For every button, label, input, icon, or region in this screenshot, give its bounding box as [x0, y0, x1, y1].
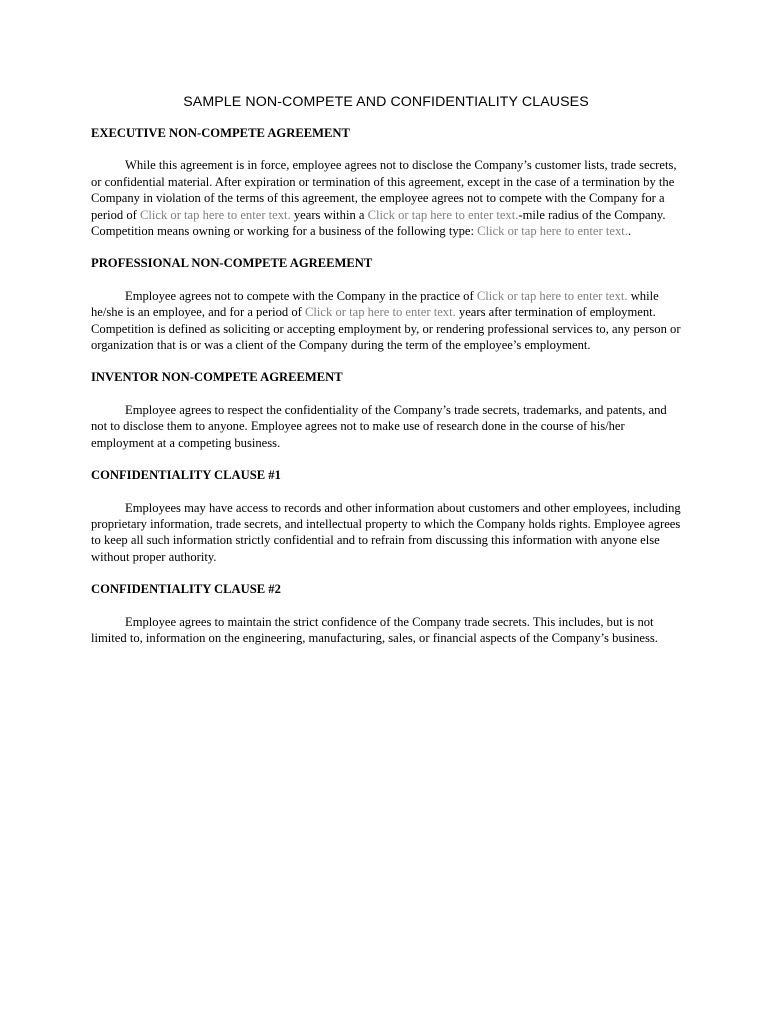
- section-heading-professional: PROFESSIONAL NON-COMPETE AGREEMENT: [91, 256, 373, 271]
- section-body-confidentiality-1: Employees may have access to records and other information about customers and other employees, including proprietary information, trade secrets, and intellectual property to which the Company holds rights. Employee agrees to keep all such information strictly confidential and to refrain from discussing this information with anyone else without proper authority.: [91, 500, 681, 564]
- body-text: while he/she is an employee, and for a period of: [91, 288, 659, 320]
- placeholder-field-practice[interactable]: Click or tap here to enter text.: [476, 288, 628, 303]
- section-heading-inventor: INVENTOR NON-COMPETE AGREEMENT: [91, 370, 343, 385]
- placeholder-field-radius[interactable]: Click or tap here to enter text.: [367, 207, 519, 222]
- section-body-inventor: Employee agrees to respect the confidentiality of the Company’s trade secrets, trademarks, and patents, and not to disclose them to anyone. Employee agrees not to make use of research done in the course of his/her employment at a competing business.: [91, 402, 667, 450]
- body-text: .: [627, 224, 632, 239]
- body-text: years after termination of employment. Competition is defined as soliciting or accepting employment by, or rendering professional services to, any person or organization that is or was a client of the Company during the term of the employee’s employment.: [91, 305, 681, 353]
- section-heading-confidentiality-2: CONFIDENTIALITY CLAUSE #2: [91, 582, 281, 597]
- body-text: -mile radius of the Company. Competition means owning or working for a business of the following type:: [91, 207, 666, 239]
- placeholder-field-period[interactable]: Click or tap here to enter text.: [139, 207, 291, 222]
- section-body-confidentiality-2: Employee agrees to maintain the strict confidence of the Company trade secrets. This includes, but is not limited to, information on the engineering, manufacturing, sales, or financial aspects of the Company’s business.: [91, 614, 658, 645]
- section-body-professional: [91, 288, 681, 354]
- placeholder-field-years[interactable]: Click or tap here to enter text.: [305, 305, 456, 320]
- section-heading-executive: EXECUTIVE NON-COMPETE AGREEMENT: [91, 126, 350, 140]
- document-title: SAMPLE NON-COMPETE AND CONFIDENTIALITY CLAUSES: [183, 94, 589, 110]
- document-page: [91, 93, 681, 662]
- body-text: Employee agrees not to compete with the Company in the practice of: [125, 288, 477, 303]
- body-text: While this agreement is in force, employee agrees not to disclose the Company’s customer lists, trade secrets, or confidential material. After expiration or termination of this agreement, except in the case of a termination by the Company in violation of the terms of this agreement, the employee agrees not to compete with the Company for a period of: [91, 158, 677, 222]
- section-heading-confidentiality-1: CONFIDENTIALITY CLAUSE #1: [91, 468, 281, 483]
- section-body-executive: [91, 157, 681, 239]
- body-text: years within a: [290, 207, 368, 222]
- placeholder-field-business-type[interactable]: Click or tap here to enter text.: [477, 224, 628, 239]
